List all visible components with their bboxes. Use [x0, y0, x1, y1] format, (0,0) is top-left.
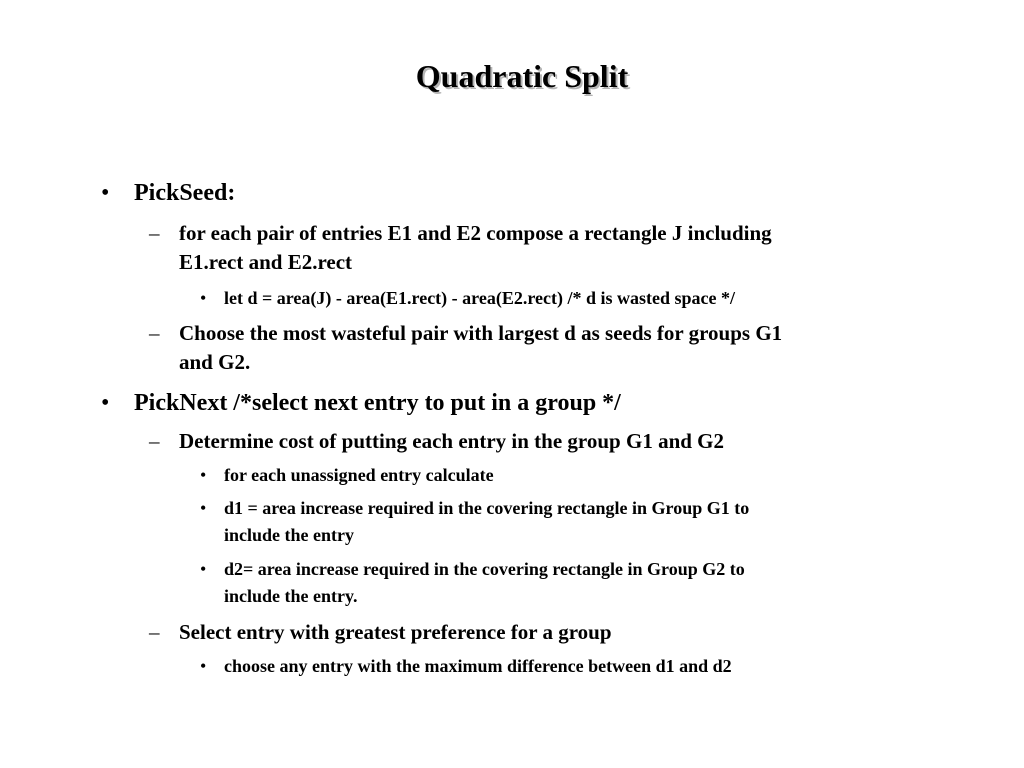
bullet-marker: •	[101, 390, 110, 416]
bullet-picknext: PickNext /*select next entry to put in a group */	[134, 390, 621, 416]
dash-marker: –	[149, 429, 160, 453]
dash-marker: –	[149, 620, 160, 644]
sub-bullet-choose-seeds-line1: Choose the most wasteful pair with largest d as seeds for groups G1	[179, 321, 783, 345]
dash-marker: –	[149, 321, 160, 345]
sub-sub-bullet-d1-line1: d1 = area increase required in the covering rectangle in Group G1 to	[224, 498, 750, 518]
sub-bullet-choose-seeds-line2: and G2.	[179, 350, 251, 374]
bullet-marker: •	[200, 656, 207, 676]
slide-title: Quadratic Split	[415, 58, 629, 94]
bullet-marker: •	[200, 465, 207, 485]
bullet-marker: •	[101, 180, 110, 206]
sub-sub-bullet-max-difference: choose any entry with the maximum difference between d1 and d2	[224, 656, 732, 676]
sub-sub-bullet-wasted-space: let d = area(J) - area(E1.rect) - area(E2.rect) /* d is wasted space */	[224, 288, 735, 308]
bullet-marker: •	[200, 498, 207, 518]
sub-sub-bullet-d2-line1: d2= area increase required in the covering rectangle in Group G2 to	[224, 559, 745, 579]
dash-marker: –	[149, 221, 160, 245]
sub-bullet-determine-cost: Determine cost of putting each entry in the group G1 and G2	[179, 429, 725, 453]
sub-sub-bullet-d2-line2: include the entry.	[224, 586, 358, 606]
sub-bullet-select-entry: Select entry with greatest preference for a group	[179, 620, 612, 644]
sub-sub-bullet-unassigned-entry: for each unassigned entry calculate	[224, 465, 494, 485]
bullet-marker: •	[200, 559, 207, 579]
sub-bullet-compose-rectangle-line2: E1.rect and E2.rect	[179, 250, 353, 274]
bullet-marker: •	[200, 288, 207, 308]
bullet-pickseed: PickSeed:	[134, 180, 236, 206]
sub-sub-bullet-d1-line2: include the entry	[224, 525, 354, 545]
sub-bullet-compose-rectangle-line1: for each pair of entries E1 and E2 compose a rectangle J including	[179, 221, 772, 245]
